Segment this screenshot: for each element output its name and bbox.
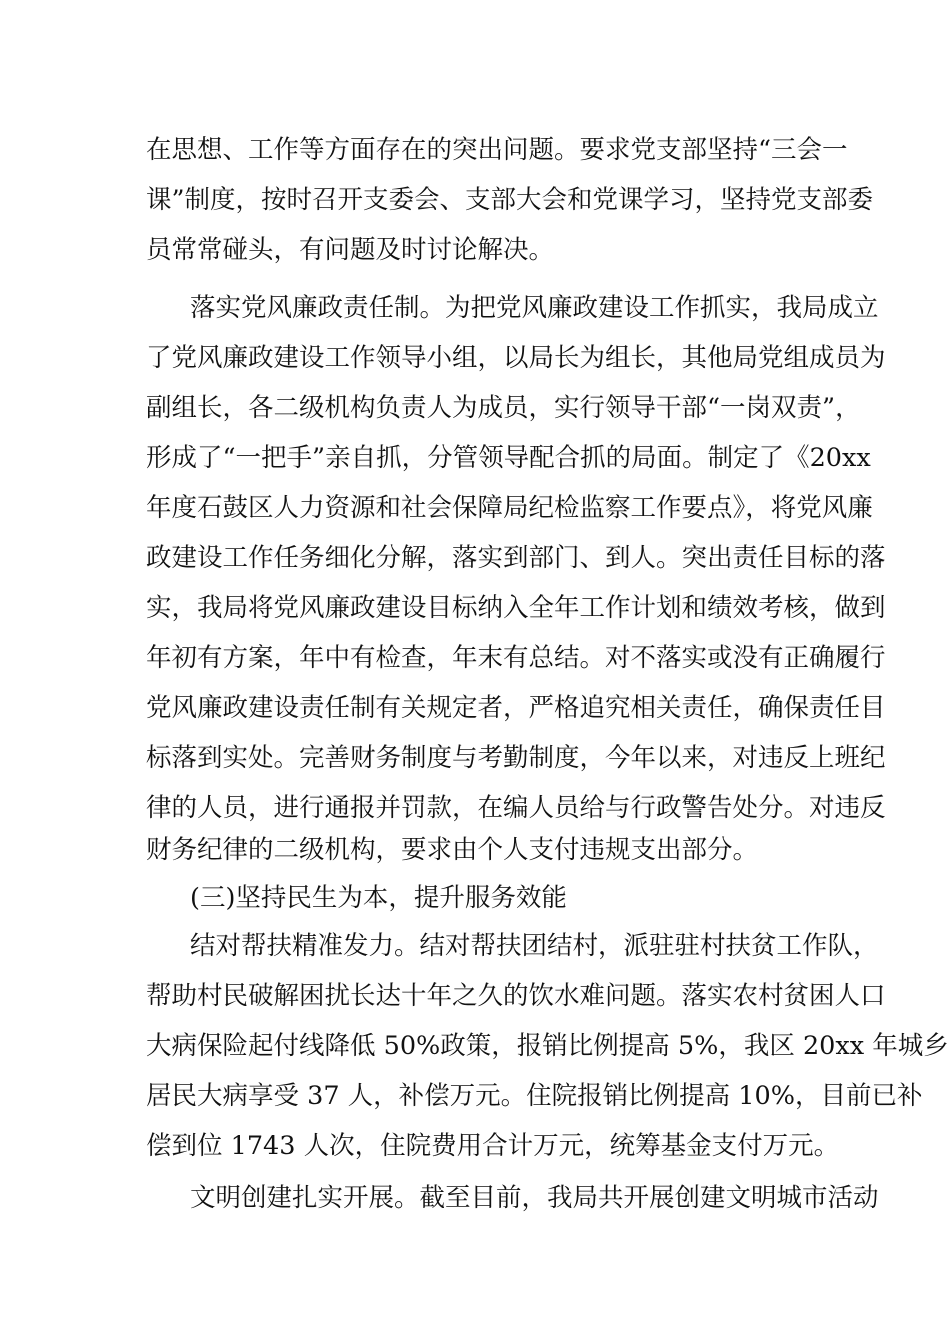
paragraph-first-line: 落实党风廉政责任制。为把党风廉政建设工作抓实，我局成立 [190,293,879,323]
text-line: 律的人员，进行通报并罚款，在编人员给与行政警告处分。对违反 [146,793,886,823]
text-line: 了党风廉政建设工作领导小组，以局长为组长，其他局党组成员为 [146,343,886,373]
text-line: 形成了“一把手”亲自抓，分管领导配合抓的局面。制定了《20xx [146,443,871,473]
text-line: 课”制度，按时召开支委会、支部大会和党课学习，坚持党支部委 [146,185,874,215]
text-line: 员常常碰头，有问题及时讨论解决。 [146,235,555,265]
text-line: 政建设工作任务细化分解，落实到部门、到人。突出责任目标的落 [146,543,886,573]
text-line: 居民大病享受 37 人，补偿万元。住院报销比例提高 10%，目前已补 [146,1081,923,1111]
text-line: 实，我局将党风廉政建设目标纳入全年工作计划和绩效考核，做到 [146,593,886,623]
text-line: 副组长，各二级机构负责人为成员，实行领导干部“一岗双责”， [146,393,861,423]
text-line: 标落到实处。完善财务制度与考勤制度，今年以来，对违反上班纪 [146,743,886,773]
paragraph-first-line: 文明创建扎实开展。截至目前，我局共开展创建文明城市活动 [190,1183,879,1213]
paragraph-first-line: 结对帮扶精准发力。结对帮扶团结村，派驻驻村扶贫工作队， [190,931,879,961]
text-line: 大病保险起付线降低 50%政策，报销比例提高 5%，我区 20xx 年城乡 [146,1031,949,1061]
text-line: 年度石鼓区人力资源和社会保障局纪检监察工作要点》，将党风廉 [146,493,873,523]
text-line: 年初有方案，年中有检查，年末有总结。对不落实或没有正确履行 [146,643,886,673]
text-line: 财务纪律的二级机构，要求由个人支付违规支出部分。 [146,835,759,865]
text-line: 偿到位 1743 人次，住院费用合计万元，统筹基金支付万元。 [146,1131,840,1161]
text-line: 党风廉政建设责任制有关规定者，严格追究相关责任，确保责任目 [146,693,886,723]
text-line: 帮助村民破解困扰长达十年之久的饮水难问题。落实农村贫困人口 [146,981,886,1011]
section-heading: (三)坚持民生为本，提升服务效能 [190,883,567,913]
text-line: 在思想、工作等方面存在的突出问题。要求党支部坚持“三会一 [146,135,848,165]
